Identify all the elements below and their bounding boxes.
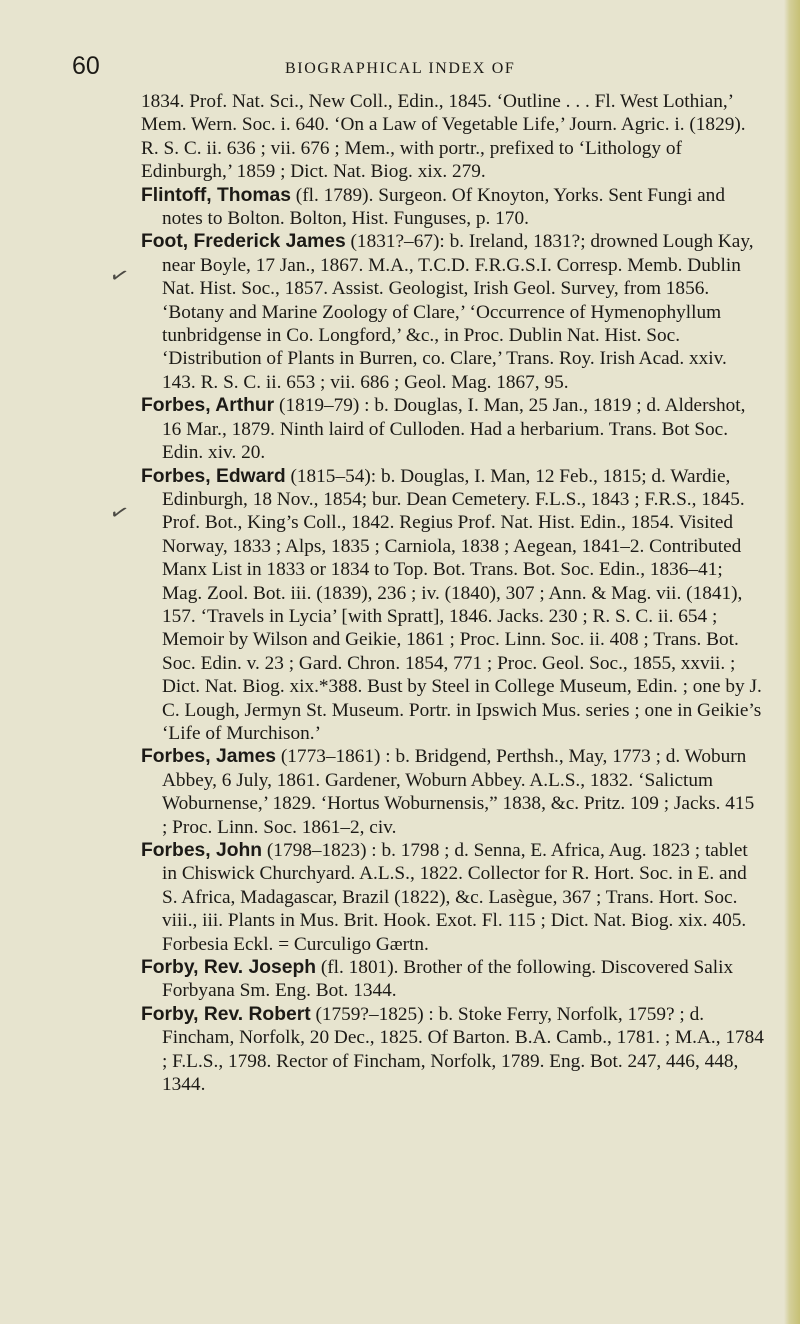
entry-text: 1834. Prof. Nat. Sci., New Coll., Edin., 1845. ‘Outline . . . Fl. West Lothian,’ Mem. Wern. Soc. i. 640. ‘On a Law of Vegetable Life,’ Journ. Agric. i. (1829). R. S. C. ii. 636 ; vii. 676 ; Mem., with portr., prefixed to ‘Lithology of Edinburgh,’ 1859 ; Dict. Nat. Biog. xix. 279. bbox=[141, 91, 746, 183]
margin-tick-mark: ✓ bbox=[106, 260, 133, 291]
entry-text: (fl. 1789). Surgeon. Of Knoyton, Yorks. Sent Fungi and notes to Bolton. Bolton, Hist. Funguses, p. 170. bbox=[162, 184, 725, 230]
index-entry bbox=[141, 465, 764, 746]
index-entry bbox=[141, 745, 764, 839]
entry-text: (1773–1861) : b. Bridgend, Perthsh., May, 1773 ; d. Woburn Abbey, 6 July, 1861. Gardener, Woburn Abbey. A.L.S., 1832. ‘Salictum Woburnense,’ 1829. ‘Hortus Woburnensis,” 1838, &c. Pritz. 109 ; Jacks. 415 ; Proc. Linn. Soc. 1861–2, civ. bbox=[162, 746, 755, 838]
index-entry bbox=[141, 90, 764, 184]
entry-headword: Forbes, Arthur bbox=[141, 395, 275, 417]
entry-headword: Forbes, John bbox=[141, 840, 263, 861]
index-entry bbox=[141, 394, 764, 464]
entry-text: (1819–79) : b. Douglas, I. Man, 25 Jan., 1819 ; d. Aldershot, 16 Mar., 1879. Ninth laird of Culloden. Had a herbarium. Trans. Bot Soc. Edin. xiv. 20. bbox=[162, 395, 746, 464]
entry-text: (1831?–67): b. Ireland, 1831?; drowned Lough Kay, near Boyle, 17 Jan., 1867. M.A., T.C.D. F.R.G.S.I. Corresp. Memb. Dublin Nat. Hist. Soc., 1857. Assist. Geologist, Irish Geol. Survey, from 1856. ‘Botany and Marine Zoology of Clare,’ ‘Occurrence of Hymenophyllum tunbridgense in Co. Longford,’ &c., in Proc. Dublin Nat. Hist. Soc. ‘Distribution of Plants in Burren, co. Clare,’ Trans. Roy. Irish Acad. xxiv. 143. R. S. C. ii. 653 ; vii. 686 ; Geol. Mag. 1867, 95. bbox=[162, 231, 754, 393]
index-entry bbox=[141, 184, 764, 231]
index-entry bbox=[141, 839, 764, 956]
entry-text: (fl. 1801). Brother of the following. Discovered Salix Forbyana Sm. Eng. Bot. 1344. bbox=[162, 957, 734, 1002]
index-text-column bbox=[141, 90, 764, 1096]
entry-headword: Forbes, Edward bbox=[141, 465, 286, 487]
index-entry bbox=[141, 956, 764, 1003]
entry-text: (1798–1823) : b. 1798 ; d. Senna, E. Africa, Aug. 1823 ; tablet in Chiswick Churchyard. A.L.S., 1822. Collector for R. Hort. Soc. in E. and S. Africa, Madagascar, Brazil (1822), &c. Lasègue, 367 ; Trans. Hort. Soc. viii., iii. Plants in Mus. Brit. Hook. Exot. Fl. 115 ; Dict. Nat. Biog. xix. 405. Forbesia Eckl. = Curculigo Gærtn. bbox=[162, 840, 748, 955]
page-number: 60 bbox=[72, 52, 100, 80]
entry-headword: Forby, Rev. Robert bbox=[141, 1003, 311, 1025]
entry-headword: Forby, Rev. Joseph bbox=[141, 957, 316, 979]
entry-text: (1815–54): b. Douglas, I. Man, 12 Feb., 1815; d. Wardie, Edinburgh, 18 Nov., 1854; bur. Dean Cemetery. F.L.S., 1843 ; F.R.S., 1845. Prof. Bot., King’s Coll., 1842. Regius Prof. Nat. Hist. Edin., 1854. Visited Norway, 1833 ; Alps, 1835 ; Carniola, 1838 ; Aegean, 1841–2. Contributed Manx List in 1833 or 1834 to Top. Bot. Trans. Bot. Soc. Edin., 1836–41; Mag. Zool. Bot. iii. (1839), 236 ; iv. (1840), 307 ; Ann. & Mag. vii. (1841), 157. ‘Travels in Lycia’ [with Spratt], 1846. Jacks. 230 ; R. S. C. ii. 654 ; Memoir by Wilson and Geikie, 1861 ; Proc. Linn. Soc. ii. 408 ; Trans. Bot. Soc. Edin. v. 23 ; Gard. Chron. 1854, 771 ; Proc. Geol. Soc., 1855, xxvii. ; Dict. Nat. Biog. xix.*388. Bust by Steel in College Museum, Edin. ; one by J. C. Lough, Jermyn St. Museum. Portr. in Ipswich Mus. series ; one in Geikie’s ‘Life of Murchison.’ bbox=[162, 465, 762, 744]
entry-headword: Foot, Frederick James bbox=[141, 231, 346, 253]
index-entry bbox=[141, 230, 764, 394]
entry-headword: Forbes, James bbox=[141, 746, 277, 768]
entry-headword: Flintoff, Thomas bbox=[141, 184, 291, 206]
page-edge bbox=[784, 0, 800, 1324]
margin-tick-mark: ✓ bbox=[106, 497, 133, 528]
entry-text: (1759?–1825) : b. Stoke Ferry, Norfolk, 1759? ; d. Fincham, Norfolk, 20 Dec., 1825. Of Barton. B.A. Camb., 1781. ; M.A., 1784 ; F.L.S., 1798. Rector of Fincham, Norfolk, 1789. Eng. Bot. 247, 446, 448, 1344. bbox=[162, 1003, 764, 1096]
index-entry bbox=[141, 1003, 764, 1097]
running-head: BIOGRAPHICAL INDEX OF bbox=[285, 60, 516, 77]
